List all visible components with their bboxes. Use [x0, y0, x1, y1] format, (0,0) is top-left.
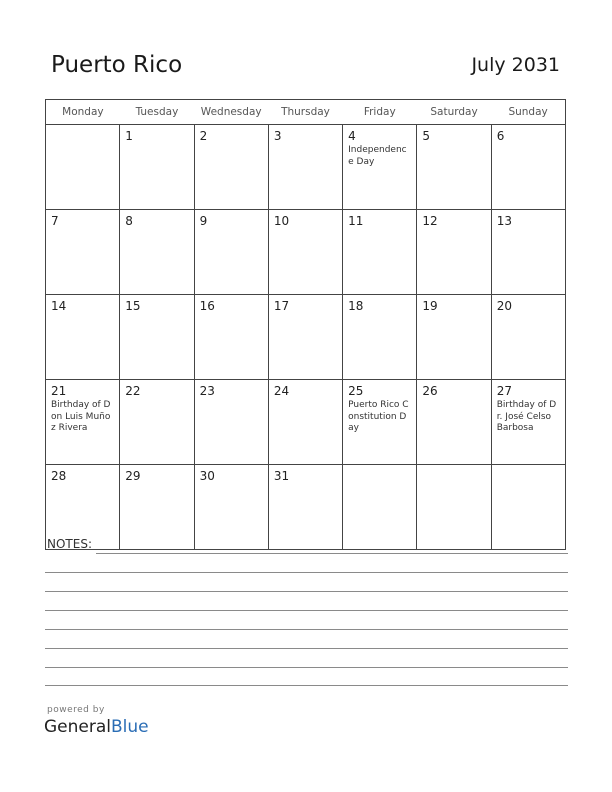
day-number: 16: [199, 299, 215, 313]
day-number: 19: [422, 299, 438, 313]
holiday-label: Puerto Rico Constitution Day: [348, 400, 409, 433]
day-cell: [268, 380, 342, 465]
notes-line: [45, 648, 568, 649]
day-number: 22: [125, 384, 141, 398]
day-cell: [343, 380, 417, 465]
day-cell: [194, 465, 268, 550]
notes-line: [45, 572, 568, 573]
day-number: 11: [348, 214, 364, 228]
day-cell: [268, 210, 342, 295]
day-cell: [194, 380, 268, 465]
holiday-label: Birthday of Dr. José Celso Barbosa: [496, 400, 557, 433]
notes-label: NOTES:: [47, 537, 92, 551]
day-cell: [120, 295, 194, 380]
day-cell: [46, 125, 120, 210]
day-cell: [194, 295, 268, 380]
day-number: 4: [348, 129, 356, 143]
day-number: 3: [273, 129, 282, 143]
day-cell: [491, 125, 565, 210]
day-number: 30: [199, 469, 215, 483]
week-row: [46, 295, 566, 380]
weekday-wednesday: Wednesday: [194, 100, 268, 125]
day-cell: [46, 380, 120, 465]
day-number: 15: [125, 299, 141, 313]
day-number: 23: [199, 384, 215, 398]
day-number: 14: [51, 299, 67, 313]
day-cell: [46, 295, 120, 380]
week-row: [46, 380, 566, 465]
weekday-thursday: Thursday: [268, 100, 342, 125]
brand-blue-text: Blue: [111, 717, 149, 737]
day-number: 7: [51, 214, 59, 228]
calendar-grid: [45, 99, 566, 550]
day-cell: [120, 465, 194, 550]
notes-line: [45, 591, 568, 592]
notes-line: [45, 685, 568, 686]
day-cell: [268, 295, 342, 380]
day-number: 10: [273, 214, 290, 228]
day-cell: [268, 465, 342, 550]
day-number: 27: [496, 384, 512, 398]
day-number: 2: [199, 129, 208, 143]
day-cell: [343, 465, 417, 550]
page-title: Puerto Rico: [51, 52, 183, 78]
day-cell: [417, 465, 491, 550]
day-number: 24: [273, 384, 290, 398]
notes-line: [96, 553, 568, 554]
day-cell: [491, 210, 565, 295]
day-number: 12: [422, 214, 438, 228]
day-cell: [268, 125, 342, 210]
day-number: 18: [348, 299, 364, 313]
day-number: 9: [199, 214, 208, 228]
day-cell: [417, 210, 491, 295]
day-cell: [120, 380, 194, 465]
day-number: 5: [422, 129, 431, 143]
day-number: 20: [496, 299, 512, 313]
day-cell: [343, 295, 417, 380]
day-cell: [194, 210, 268, 295]
day-cell: [120, 210, 194, 295]
day-number: 26: [422, 384, 438, 398]
weekday-header-row: [46, 100, 566, 125]
day-number: 25: [348, 384, 364, 398]
notes-line: [45, 667, 568, 668]
day-cell: [417, 125, 491, 210]
week-row: [46, 125, 566, 210]
weekday-friday: Friday: [343, 100, 417, 125]
day-cell: [491, 465, 565, 550]
day-cell: [46, 210, 120, 295]
calendar-body: [46, 125, 566, 550]
weekday-monday: Monday: [46, 100, 120, 125]
day-cell: [417, 295, 491, 380]
notes-line: [45, 629, 568, 630]
month-label: July 2031: [471, 54, 560, 76]
day-cell: [194, 125, 268, 210]
day-cell: [343, 125, 417, 210]
day-number: 6: [496, 129, 505, 143]
day-cell: [343, 210, 417, 295]
day-number: 28: [51, 469, 67, 483]
day-cell: [417, 380, 491, 465]
week-row: [46, 465, 566, 550]
day-cell: [120, 125, 194, 210]
holiday-label: Independence Day: [348, 145, 407, 167]
day-number: 31: [273, 469, 290, 483]
day-number: 21: [51, 384, 67, 398]
day-cell: [491, 295, 565, 380]
day-number: 8: [125, 214, 133, 228]
weekday-tuesday: Tuesday: [120, 100, 194, 125]
day-number: 29: [125, 469, 141, 483]
notes-line: [45, 610, 568, 611]
brand-general-text: General: [44, 717, 111, 737]
weekday-sunday: Sunday: [491, 100, 565, 125]
powered-by-text: powered by: [47, 705, 105, 715]
week-row: [46, 210, 566, 295]
weekday-saturday: Saturday: [417, 100, 491, 125]
day-number: 1: [125, 129, 133, 143]
day-number: 17: [273, 299, 290, 313]
day-cell: [491, 380, 565, 465]
holiday-label: Birthday of Don Luis Muñoz Rivera: [51, 400, 111, 433]
day-number: 13: [496, 214, 512, 228]
generalblue-logo: [44, 717, 149, 737]
